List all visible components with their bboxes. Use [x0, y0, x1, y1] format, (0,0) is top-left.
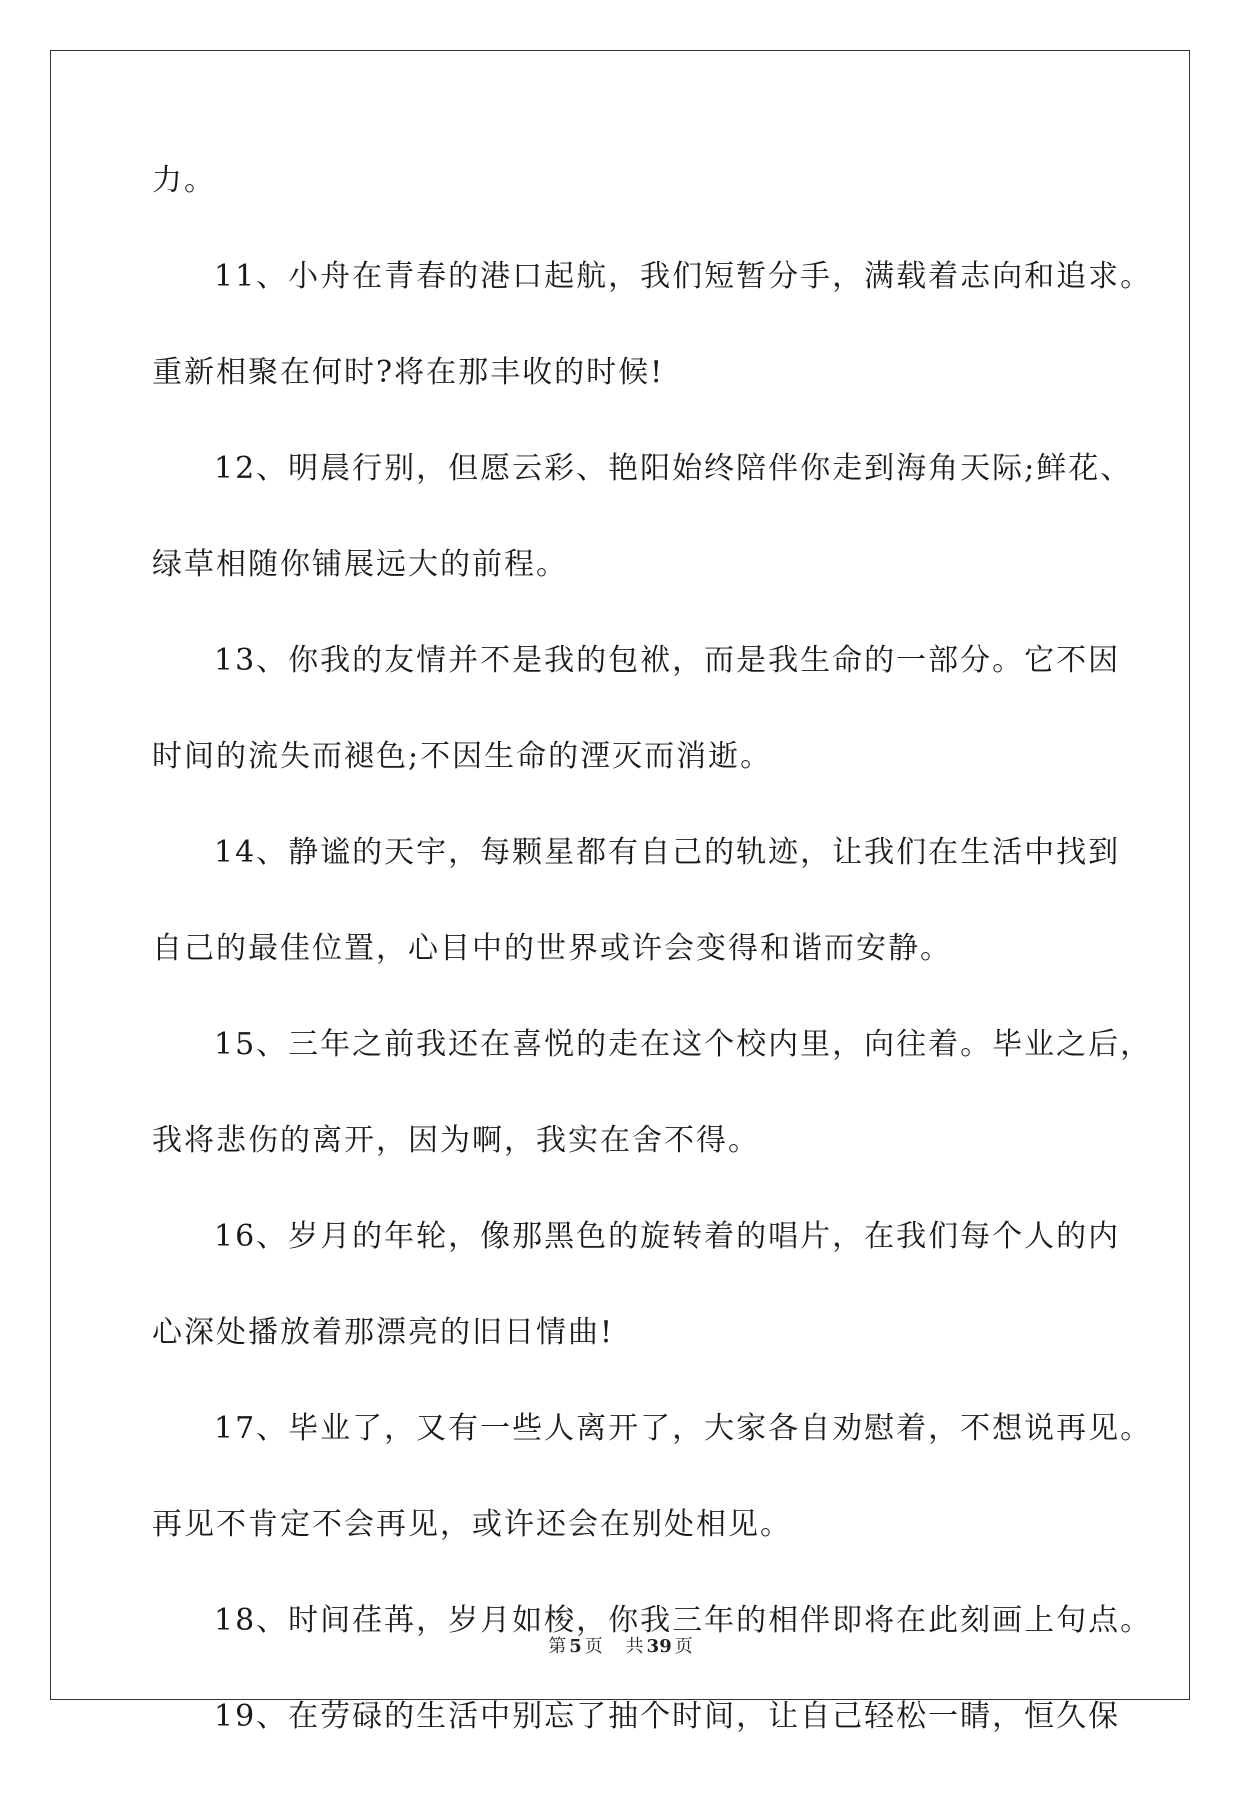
text-line: 19、在劳碌的生活中别忘了抽个时间，让自己轻松一睛，恒久保 — [214, 1699, 1121, 1734]
text-line: 15、三年之前我还在喜悦的走在这个校内里，向往着。毕业之后， — [214, 1027, 1153, 1062]
page-footer — [0, 1637, 1241, 1657]
text-line: 时间的流失而褪色;不因生命的湮灭而消逝。 — [152, 739, 773, 774]
document-body — [152, 163, 1153, 1798]
text-line: 12、明晨行别，但愿云彩、艳阳始终陪伴你走到海角天际;鲜花、 — [214, 451, 1133, 486]
text-line: 我将悲伤的离开，因为啊，我实在舍不得。 — [152, 1123, 760, 1158]
page-number: 5 — [569, 1636, 582, 1657]
text-line: 16、岁月的年轮，像那黑色的旋转着的唱片，在我们每个人的内 — [214, 1219, 1121, 1254]
total-prefix: 共 — [625, 1636, 644, 1657]
page-prefix: 第 — [548, 1636, 567, 1657]
text-line: 力。 — [152, 163, 216, 198]
text-line: 13、你我的友情并不是我的包袱，而是我生命的一部分。它不因 — [214, 643, 1121, 678]
text-line: 绿草相随你铺展远大的前程。 — [152, 547, 568, 582]
total-suffix: 页 — [674, 1636, 693, 1657]
text-line: 14、静谧的天宇，每颗星都有自己的轨迹，让我们在生活中找到 — [214, 835, 1121, 870]
text-line: 11、小舟在青春的港口起航，我们短暂分手，满载着志向和追求。 — [214, 259, 1153, 294]
total-pages: 39 — [646, 1636, 672, 1657]
text-line: 重新相聚在何时?将在那丰收的时候! — [152, 355, 665, 390]
page-suffix: 页 — [584, 1636, 603, 1657]
text-line: 再见不肯定不会再见，或许还会在别处相见。 — [152, 1507, 792, 1542]
text-line: 自己的最佳位置，心目中的世界或许会变得和谐而安静。 — [152, 931, 952, 966]
text-line: 心深处播放着那漂亮的旧日情曲! — [152, 1315, 615, 1350]
text-line: 18、时间荏苒，岁月如梭，你我三年的相伴即将在此刻画上句点。 — [214, 1603, 1153, 1638]
text-line: 17、毕业了，又有一些人离开了，大家各自劝慰着，不想说再见。 — [214, 1411, 1153, 1446]
